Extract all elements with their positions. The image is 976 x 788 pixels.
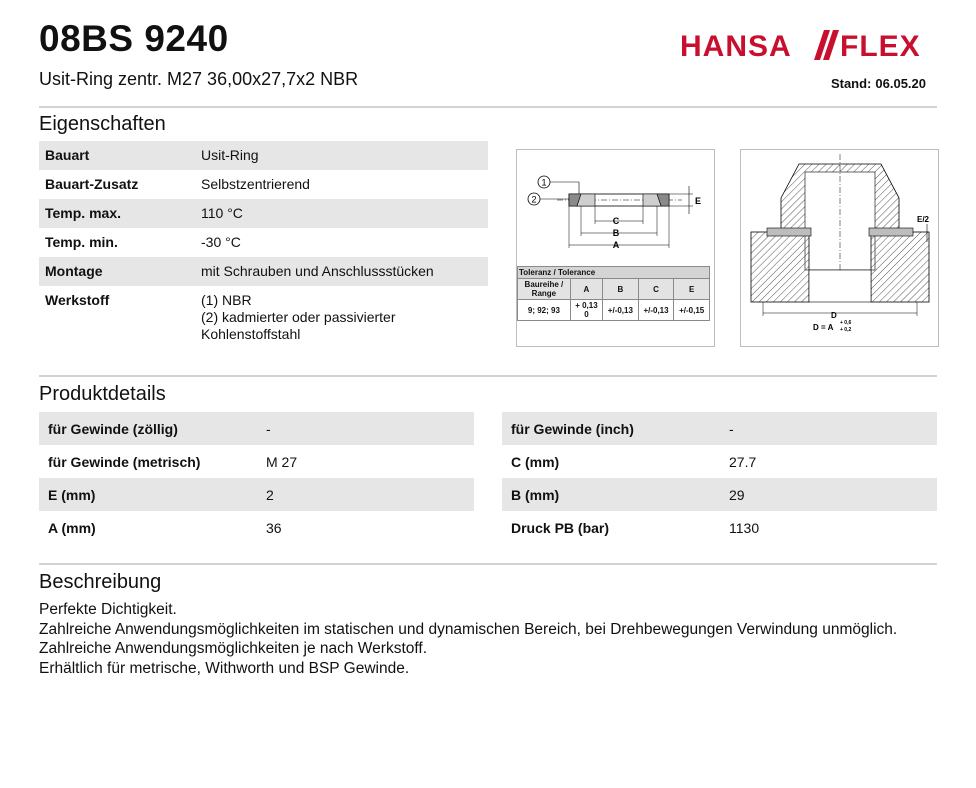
section-title-beschreibung: Beschreibung	[39, 571, 162, 593]
dim-label-d: D	[831, 311, 837, 320]
property-key: Bauart	[39, 141, 195, 170]
table-row	[39, 199, 488, 228]
table-row	[39, 141, 488, 170]
seal-ring-left	[767, 228, 811, 236]
logo-text-flex: FLEX	[840, 30, 921, 63]
table-row	[502, 511, 937, 544]
tolerance-col-b: B	[603, 279, 639, 300]
property-key: Montage	[39, 257, 195, 286]
dim-label-a: A	[612, 240, 620, 250]
property-value: Selbstzentrierend	[201, 176, 310, 192]
detail-value: -	[257, 412, 474, 445]
ring-section-svg	[517, 150, 714, 268]
property-value	[195, 286, 488, 343]
header-line: Baureihe /	[524, 280, 564, 289]
value-line: (2) kadmierter oder passivierter	[201, 309, 396, 325]
table-row	[502, 412, 937, 445]
table-row	[518, 267, 710, 279]
property-key: Temp. min.	[45, 234, 118, 250]
detail-key: B (mm)	[502, 478, 720, 511]
detail-key: E (mm)	[39, 478, 257, 511]
table-row	[39, 228, 488, 257]
stand-label: Stand:	[830, 76, 872, 91]
tolerance-table	[517, 266, 710, 321]
detail-key: für Gewinde (metrisch)	[48, 453, 201, 470]
product-name: Usit-Ring zentr. M27 36,00x27,7x2 NBR	[39, 69, 359, 89]
dim-label-c: C	[612, 216, 620, 226]
description-line: Zahlreiche Anwendungsmöglichkeiten je nach Werkstoff.	[39, 640, 428, 657]
header-line: Range	[531, 289, 557, 298]
detail-value: 36	[266, 519, 282, 536]
product-details-right	[502, 412, 937, 544]
assembly-svg	[741, 150, 938, 346]
stand-date	[827, 76, 926, 91]
property-value: -30 °C	[201, 234, 241, 250]
formula-d	[813, 323, 834, 332]
description-text	[39, 600, 897, 678]
tolerance-title: Toleranz / Tolerance	[518, 267, 710, 279]
formula-left: D = A	[813, 323, 834, 332]
formula-sub: + 0,2	[840, 327, 852, 333]
table-row	[39, 170, 488, 199]
formula-sup: + 0,6	[840, 320, 852, 326]
base-plate-left	[751, 232, 809, 302]
assembly-drawing	[740, 149, 939, 347]
tolerance-e: +/-0,15	[674, 300, 710, 321]
table-row	[39, 286, 488, 343]
properties-table	[39, 141, 488, 343]
value-line: (1) NBR	[201, 292, 252, 308]
hansa-flex-logo	[680, 24, 932, 64]
tolerance-range-header	[518, 279, 571, 300]
property-value: mit Schrauben und Anschlussstücken	[195, 257, 488, 286]
tolerance-c: +/-0,13	[638, 300, 674, 321]
property-value: Usit-Ring	[195, 141, 488, 170]
detail-key: C (mm)	[511, 453, 560, 470]
tolerance-col-e: E	[674, 279, 710, 300]
divider	[39, 106, 937, 108]
table-row	[39, 478, 474, 511]
dim-label-e2: E/2	[917, 215, 930, 224]
detail-value: 1130	[729, 519, 760, 536]
tolerance-a	[570, 300, 602, 321]
callout-label-2: 2	[531, 194, 537, 205]
description-line: Erhältlich für metrische, Withworth und BSP Gewinde.	[39, 659, 410, 677]
value-line: 0	[584, 310, 589, 319]
base-bore	[809, 270, 871, 302]
property-value: 110 °C	[195, 199, 488, 228]
detail-value: 2	[257, 478, 474, 511]
part-number: 08BS 9240	[39, 18, 229, 59]
section-title-produktdetails: Produktdetails	[39, 383, 166, 405]
description-line: Zahlreiche Anwendungsmöglichkeiten im statischen und dynamischen Bereich, bei Drehbewegungen Verwindung unmöglich.	[39, 620, 898, 638]
detail-value: 29	[720, 478, 937, 511]
detail-key: A (mm)	[48, 519, 96, 536]
table-row	[39, 445, 474, 478]
detail-key: für Gewinde (inch)	[502, 412, 720, 445]
detail-value: M 27	[266, 453, 298, 470]
divider	[39, 375, 937, 377]
seal-ring-right	[869, 228, 913, 236]
section-title-eigenschaften: Eigenschaften	[39, 113, 166, 135]
value-line: Kohlenstoffstahl	[201, 326, 301, 342]
property-key: Bauart-Zusatz	[45, 176, 139, 192]
product-details-left	[39, 412, 474, 544]
table-row	[39, 257, 488, 286]
detail-value: -	[720, 412, 937, 445]
detail-key: Druck PB (bar)	[511, 519, 610, 536]
tolerance-col-a: A	[570, 279, 602, 300]
table-row	[502, 445, 937, 478]
tolerance-range: 9; 92; 93	[518, 300, 571, 321]
description-line: Perfekte Dichtigkeit.	[39, 601, 177, 618]
table-row	[39, 511, 474, 544]
tolerance-col-c: C	[638, 279, 674, 300]
detail-value: 27.7	[729, 453, 757, 470]
value-line: + 0,13	[575, 301, 598, 310]
property-key: Temp. max.	[39, 199, 195, 228]
divider	[39, 563, 937, 565]
table-row	[502, 478, 937, 511]
stand-value: 06.05.20	[875, 76, 926, 91]
detail-key: für Gewinde (zöllig)	[39, 412, 257, 445]
callout-label-1: 1	[541, 177, 547, 188]
dim-label-e: E	[695, 196, 702, 206]
dim-label-b: B	[612, 228, 620, 238]
tolerance-b: +/-0,13	[603, 300, 639, 321]
table-row	[39, 412, 474, 445]
logo-text-hansa: HANSA	[680, 30, 792, 63]
base-plate-right	[871, 232, 929, 302]
table-row	[518, 279, 710, 300]
table-row	[518, 300, 710, 321]
property-key: Werkstoff	[45, 292, 110, 308]
